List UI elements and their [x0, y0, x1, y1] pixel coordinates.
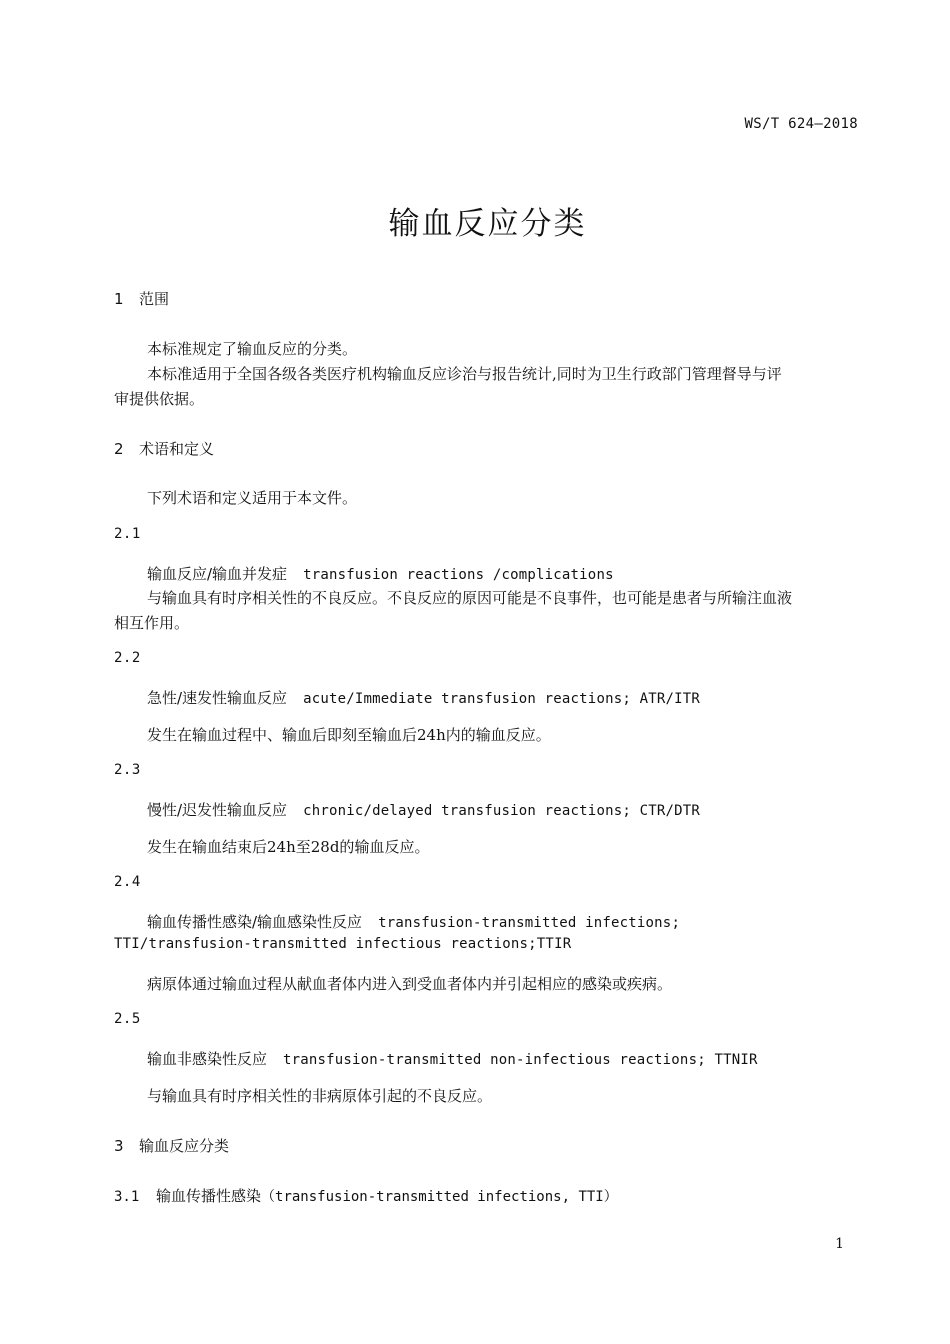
section-3-heading: [114, 1135, 229, 1156]
term-chinese: 急性/速发性输血反应: [147, 689, 288, 707]
page-number: 1: [835, 1236, 844, 1252]
clause-number: 2.4: [114, 874, 141, 890]
section-number: 2: [114, 440, 124, 458]
definition: 发生在输血结束后24h至28d的输血反应。: [147, 838, 430, 856]
term-entry: [147, 1048, 758, 1069]
term-english: transfusion reactions /complications: [303, 567, 614, 583]
subsection-3-1-heading: [114, 1185, 618, 1206]
definition: 发生在输血过程中、输血后即刻至输血后24h内的输血反应。: [147, 726, 551, 744]
paragraph: 本标准适用于全国各级各类医疗机构输血反应诊治与报告统计,同时为卫生行政部门管理督导与评: [147, 365, 782, 383]
paragraph: 下列术语和定义适用于本文件。: [147, 489, 358, 507]
definition-continuation: 相互作用。: [114, 614, 190, 632]
term-english: transfusion-transmitted infections;: [378, 915, 681, 931]
document-title: 输血反应分类: [388, 206, 587, 242]
section-2-heading: [114, 438, 214, 459]
paragraph: 本标准规定了输血反应的分类。: [147, 340, 358, 358]
term-entry: [147, 799, 700, 820]
term-entry: [147, 563, 614, 584]
section-number: 3: [114, 1137, 124, 1155]
definition: 病原体通过输血过程从献血者体内进入到受血者体内并引起相应的感染或疾病。: [147, 975, 673, 993]
definition: 与输血具有时序相关性的非病原体引起的不良反应。: [147, 1087, 493, 1105]
clause-number: 2.1: [114, 526, 141, 542]
term-chinese: 慢性/迟发性输血反应: [147, 801, 288, 819]
section-title: 输血反应分类: [139, 1137, 230, 1155]
term-chinese: 输血反应/输血并发症: [147, 565, 288, 583]
subsection-title: 输血传播性感染: [156, 1187, 262, 1205]
term-chinese: 输血传播性感染/输血感染性反应: [147, 913, 363, 931]
clause-number: 2.5: [114, 1011, 141, 1027]
section-1-heading: [114, 288, 169, 309]
definition: 与输血具有时序相关性的不良反应。不良反应的原因可能是不良事件，也可能是患者与所输注血液: [147, 589, 793, 607]
clause-number: 2.2: [114, 650, 141, 666]
section-number: 1: [114, 290, 124, 308]
section-title: 范围: [139, 290, 170, 308]
term-chinese: 输血非感染性反应: [147, 1050, 268, 1068]
term-english: chronic/delayed transfusion reactions; CTR/DTR: [303, 803, 700, 819]
section-title: 术语和定义: [139, 440, 215, 458]
subsection-number: 3.1: [114, 1189, 140, 1205]
standard-code: WS/T 624—2018: [744, 116, 858, 132]
term-english-continuation: TTI/transfusion-transmitted infectious reactions;TTIR: [114, 936, 572, 952]
term-english: transfusion-transmitted non-infectious reactions; TTNIR: [283, 1052, 758, 1068]
paragraph-continuation: 审提供依据。: [114, 390, 205, 408]
term-entry: [147, 687, 700, 708]
clause-number: 2.3: [114, 762, 141, 778]
term-entry: [147, 911, 680, 932]
subsection-english: （transfusion-transmitted infections, TTI）: [261, 1189, 618, 1205]
term-english: acute/Immediate transfusion reactions; ATR/ITR: [303, 691, 700, 707]
